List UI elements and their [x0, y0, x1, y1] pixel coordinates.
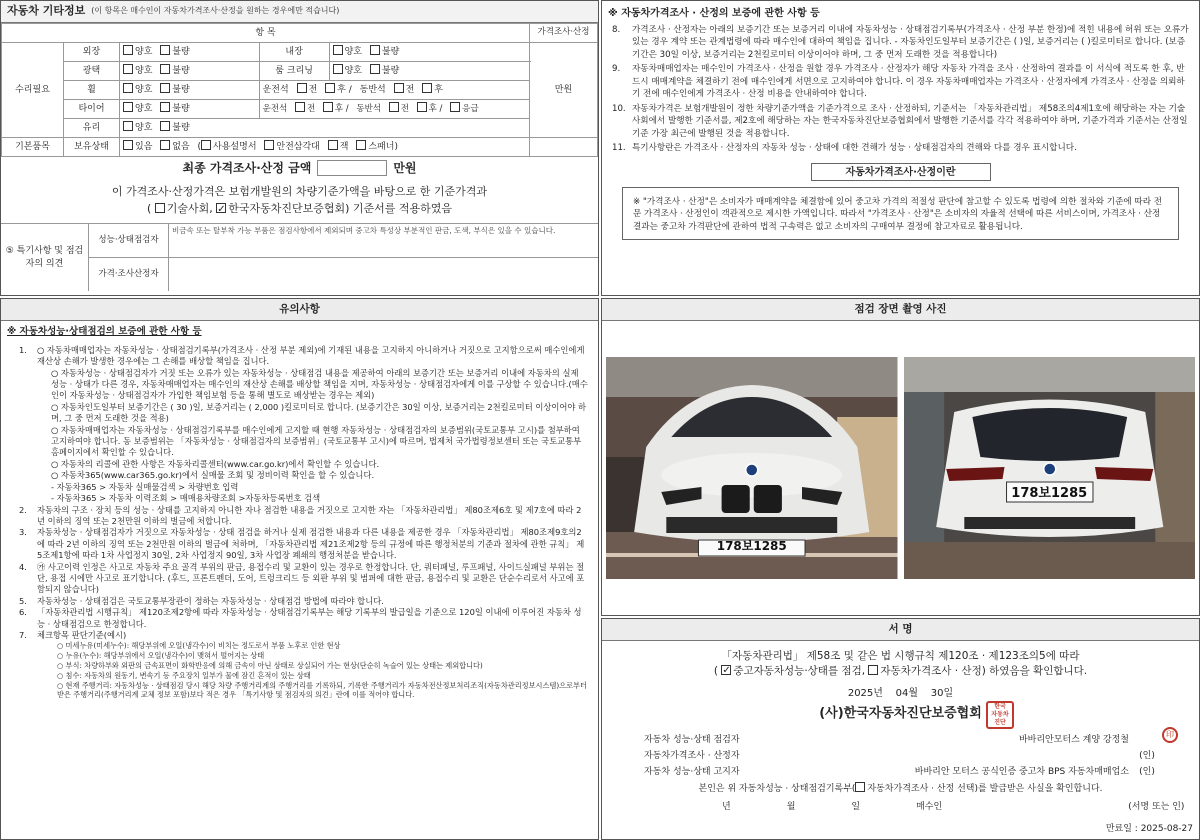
item-number: 1. [19, 344, 27, 355]
signature-row [644, 764, 1159, 780]
item-number: 6. [19, 607, 27, 618]
price-warranty-item [612, 24, 1191, 62]
interior-options: 양호 불량 [329, 43, 529, 62]
definition-title: 자동차가격조사·산정이란 [811, 163, 991, 181]
item-number: 2. [19, 504, 27, 515]
buyer-month-label: 월 [786, 802, 796, 813]
item-number: 9. [612, 64, 621, 74]
final-price-unit: 만원 [393, 160, 417, 175]
glass-good-checkbox[interactable] [123, 121, 133, 131]
buyer-label: 매수인 [916, 802, 943, 813]
kadia-checkbox[interactable] [216, 203, 226, 213]
possession-has-checkbox[interactable] [123, 140, 133, 150]
possession-none-checkbox[interactable] [160, 140, 170, 150]
seal-mark: (인) [1139, 766, 1155, 777]
exterior-options: 양호 불량 [120, 43, 260, 62]
wheel-passenger-front-checkbox[interactable] [394, 83, 404, 93]
room-clean-options: 양호 불량 [329, 62, 529, 81]
signature-organization: (사)한국자동차진단보증협회 [819, 705, 982, 721]
item-number [19, 402, 37, 425]
gloss-good-checkbox[interactable] [123, 64, 133, 74]
tire-passenger-rear-checkbox[interactable] [417, 102, 427, 112]
standard-line-1: 이 가격조사·산정가격은 보험개발원의 차량기준가액을 바탕으로 한 기준가격과 [111, 185, 488, 198]
row-gloss-label: 광택 [64, 62, 120, 81]
notice-item [19, 661, 588, 671]
item-number [19, 681, 37, 701]
jack-checkbox[interactable] [328, 140, 338, 150]
item-text: 자동차의 구조 · 장치 등의 성능 · 상태를 고지하지 아니한 자나 점검한 내용을 거짓으로 고지한 자는 「자동차관리법」 제80조제6호 및 제7호에 따라 2년 이하의 징역 또는 2천만원 이하의 벌금에 처합니다. [37, 504, 582, 526]
item-text: ○ 자동차매매업자는 자동차성능 · 상태점검기록부를 매수인에게 고지할 때 현행 자동차성능 · 상태점검자의 보증범위(국토교통부 고시)를 첨부하여 고지하여야 합니다. 동 보증범위는 「자동차성능 · 상태점검자의 보증범위」(국토교통부 고시)에 따르며, 법제처 국가법령정보센터 또는 국토교통부 홈페이지에서 확인할 수 있습니다. [51, 424, 582, 458]
wheel-good-checkbox[interactable] [123, 83, 133, 93]
notice-item [19, 470, 588, 481]
appraiser-opinion-text [169, 258, 598, 291]
gloss-bad-checkbox[interactable] [160, 64, 170, 74]
other-info-note: (이 항목은 매수인이 자동차가격조사·산정을 원하는 경우에만 적습니다) [91, 6, 340, 16]
item-text: 자동차성능 · 상태점검은 국토교통부장관이 정하는 자동차성능 · 상태점검 방법에 따라야 합니다. [37, 595, 384, 606]
final-price-label: 최종 가격조사·산정 금액 [182, 160, 312, 175]
notice-item [19, 607, 588, 630]
item-text: 자동차가격은 보험개발원이 정한 차량기준가액을 기준가격으로 조사 · 산정하되, 기준서는 「자동차관리법」 제58조의4제1호에 해당하는 자는 기술사회에서 발행한 기준서를, 제2호에 해당하는 자는 한국자동차진단보증협회에서 발행한 기준서를 각각 적용하여야 하며, 기준가격과 기준서는 산정일 기준 가장 최근에 발행된 것을 적용합니다. [632, 103, 1188, 139]
exterior-good-checkbox[interactable] [123, 45, 133, 55]
item-number [19, 368, 37, 402]
notice-item [19, 425, 588, 459]
tire-emergency-checkbox[interactable] [450, 102, 460, 112]
item-number [19, 482, 37, 493]
signature-row [644, 732, 1159, 748]
triangle-checkbox[interactable] [264, 140, 274, 150]
notice-item [19, 671, 588, 681]
expiration-date: 만료일 : 2025-08-27 [1105, 823, 1193, 834]
special-notes-label: ⑤ 특기사항 및 점검자의 의견 [1, 224, 89, 291]
signature-rows [602, 732, 1199, 780]
item-number [19, 459, 37, 470]
rear-car-photo [904, 357, 1196, 579]
wheel-bad-checkbox[interactable] [160, 83, 170, 93]
engineer-society-checkbox[interactable] [155, 203, 165, 213]
notice-item [19, 493, 588, 504]
item-text: ○ 미세누유(미세누수): 해당부위에 오일(냉각수)이 비치는 정도로서 부품 노후로 인한 현상 [57, 641, 341, 651]
other-info-table [1, 23, 598, 157]
notice-item [19, 402, 588, 425]
wheel-passenger-rear-checkbox[interactable] [422, 83, 432, 93]
wheel-driver-front-checkbox[interactable] [297, 83, 307, 93]
wheel-options: 양호 불량 [120, 81, 260, 100]
item-text: - 자동차365 > 자동차 실매물검색 > 차량번호 입력 [51, 481, 239, 492]
tire-passenger-front-checkbox[interactable] [389, 102, 399, 112]
notice-item [19, 681, 588, 701]
row-possession-label: 보유상태 [64, 138, 120, 157]
item-number: 4. [19, 561, 27, 572]
item-number: 8. [612, 24, 621, 35]
item-text: ○ 자동차인도일부터 보증기간은 ( 30 )일, 보증거리는 ( 2,000 )킬로미터로 합니다. (보증기간은 30일 이상, 보증거리는 2천킬로미터 이상이어야 하며, 그 중 먼저 도래한 것을 적용) [51, 401, 587, 424]
notice-item [19, 562, 588, 596]
photo-section [601, 298, 1200, 616]
price-unit-cell: 만원 [530, 43, 598, 138]
row-wheel-label: 휠 [64, 81, 120, 100]
notice-item [19, 482, 588, 493]
group-repair-label: 수리필요 [2, 43, 64, 138]
interior-good-checkbox[interactable] [333, 45, 343, 55]
item-number [19, 671, 37, 681]
notice-item [19, 630, 588, 641]
price-survey-select-checkbox[interactable] [855, 782, 865, 792]
signature-line-2: ( ✓중고자동차성능·상태를 점검, 자동차가격조사 · 산정) 하였음을 확인합니다. [602, 664, 1199, 679]
price-survey-checkbox[interactable] [868, 665, 878, 675]
item-number: 11. [612, 143, 626, 153]
room-clean-bad-checkbox[interactable] [370, 64, 380, 74]
item-number [19, 493, 37, 504]
item-text: 특기사항란은 가격조사 · 산정자의 자동차 성능 · 상태에 대한 견해가 성능 · 상태점검자의 견해와 다를 경우 표시합니다. [632, 143, 1077, 153]
price-warranty-item [612, 142, 1191, 155]
front-license-plate: 178보1285 [716, 538, 787, 553]
item-text: 「자동차관리법 시행규칙」 제120조제2항에 따라 자동차성능 · 상태점검기록부는 해당 기록부의 발급일을 기준으로 120일 이내에 이루어진 자동차 성능 · 상태점검으로 한정합니다. [37, 607, 582, 629]
other-info-section [0, 0, 599, 296]
buyer-signature-row [602, 801, 1199, 813]
row-exterior-label: 외장 [64, 43, 120, 62]
signature-line-1: 「자동차관리법」 제58조 및 같은 법 시행규칙 제120조 · 제123조의5에 따라 [721, 650, 1080, 662]
basic-price-cell [530, 138, 598, 157]
room-clean-good-checkbox[interactable] [333, 64, 343, 74]
issuance-confirmation: 본인은 위 자동차성능 · 상태점검기록부( 자동차가격조사 · 산정 선택)를 발급받은 사실을 확인합니다. [698, 784, 1103, 795]
notice-item [19, 345, 588, 368]
glass-options: 양호 불량 [120, 119, 530, 138]
item-number: 7. [19, 629, 27, 640]
tire-position-options: 운전석 전 후 / 동반석 전 후 / 응급 [259, 100, 529, 119]
notice-item [19, 596, 588, 607]
manual-checkbox[interactable] [201, 140, 211, 150]
definition-text: ※ "가격조사 · 산정"은 소비자가 매매계약을 체결함에 있어 중고차 가격의 적절성 판단에 참고할 수 있도록 법령에 의한 절차와 기준에 따라 전문 가격조사 · 산정인이 객관적으로 제시한 가액입니다. 따라서 "가격조사 · 산정"은 소비자의 자율적 선택에 따른 서비스이며, 가격조사 · 산정 결과는 중고차 가격판단에 관하여 법적 구속력은 없고 소비자의 구매여부 결정에 참고자료로 활용됩니다. [633, 196, 1163, 232]
price-warranty-list [602, 24, 1199, 155]
row-room-clean-label: 룸 크리닝 [259, 62, 329, 81]
signature-statement [602, 649, 1199, 679]
row-interior-label: 내장 [259, 43, 329, 62]
price-warranty-title: ※ 자동차가격조사 · 산정의 보증에 관한 사항 등 [608, 8, 820, 19]
notice-subtitle: ※ 자동차성능·상태점검의 보증에 관한 사항 등 [7, 326, 202, 337]
inspector-seal-stamp: 印 [1162, 727, 1178, 743]
tire-good-checkbox[interactable] [123, 102, 133, 112]
other-info-title: 자동차 기타정보 [7, 4, 86, 18]
final-price-input[interactable] [317, 160, 387, 176]
notice-item [19, 368, 588, 402]
seal-mark: (인) [1139, 750, 1155, 761]
final-price-row [1, 157, 598, 179]
item-text: ○ 부식: 차량하부와 외판의 금속표면이 화학반응에 의해 금속이 아닌 상태로 상실되어 가는 현상(단순히 녹슬어 있는 상태는 제외합니다) [57, 660, 483, 670]
possession-options: 있음 없음 ( 사용설명서 안전삼각대 잭 스패너) [120, 138, 530, 157]
glass-bad-checkbox[interactable] [160, 121, 170, 131]
organization-seal-stamp: 한국 자동차 진단 [986, 701, 1014, 729]
notice-item [19, 527, 588, 561]
item-number [19, 661, 37, 671]
signature-title: 서 명 [602, 619, 1199, 641]
item-text: ○ 자동차매매업자는 자동차성능 · 상태점검기록부(가격조사 · 산정 부분 제외)에 기재된 내용을 고지하지 아니하거나 거짓으로 고지함으로써 매수인에게 재산상 손해가 발생한 경우에는 그 손해를 배상할 책임을 집니다. [37, 344, 585, 367]
signature-date: 2025년 04월 30일 [847, 688, 954, 699]
appraiser-opinion-label: 가격·조사산정자 [89, 258, 169, 291]
notice-item [19, 651, 588, 661]
photo-section-title: 점검 장면 촬영 사진 [602, 299, 1199, 321]
signature-role: 자동차 성능·상태 점검자 [644, 734, 740, 745]
item-text: 체크항목 판단기준(예시) [37, 629, 127, 640]
tire-bad-checkbox[interactable] [160, 102, 170, 112]
buyer-day-label: 일 [851, 802, 861, 813]
row-glass-label: 유리 [64, 119, 120, 138]
inspector-opinion-label: 성능·상태점검자 [89, 224, 169, 257]
special-notes [1, 223, 598, 291]
buyer-year-label: 년 [722, 802, 731, 813]
definition-box [622, 187, 1179, 241]
item-text: 자동차성능 · 상태점검자가 거짓으로 자동차성능 · 상태 점검을 하거나 실제 점검한 내용과 다른 내용을 제공한 경우 「자동차관리법」 제80조제9호의2에 따라 2년 이하의 징역 또는 2천만원 이하의 벌금에 처하며, 「자동차관리법 제21조제2항 등의 규정에 따른 행정처분의 기준과 절차에 관한 규칙」 제5조제1항에 따라 1차 사업정지 30일, 2차 사업정지 90일, 3차 사업장 폐쇄의 행정처분을 받습니다. [37, 527, 585, 561]
col-price-header: 가격조사·산정 [530, 24, 598, 43]
front-car-photo [606, 357, 898, 579]
signature-role: 자동차 성능·상태 고지자 [644, 766, 740, 777]
item-number [19, 470, 37, 481]
col-item-header: 항 목 [2, 24, 530, 43]
item-text: ○ 누유(누수): 해당부위에서 오일(냉각수)이 맺혀서 떨어지는 상태 [57, 651, 265, 661]
signature-name: 바바리안 모터스 공식인증 중고차 BPS 자동차매매업소 [914, 766, 1129, 777]
price-warranty-item [612, 63, 1191, 101]
wheel-driver-rear-checkbox[interactable] [325, 83, 335, 93]
item-text: ㉮ 사고이력 인정은 사고로 자동차 주요 골격 부위의 판금, 용접수리 및 교환이 있는 경우로 한정합니다. 단, 쿼터패널, 루프패널, 사이드실패널 부위는 절단, 용접 시에만 사고로 표기합니다. (후드, 프론트펜더, 도어, 트렁크리드 등 외판 부위 및 범퍼에 대한 판금, 용접수리 및 교환은 단순수리로서 사고에 포함되지 않습니다) [37, 561, 585, 595]
tire-options: 양호 불량 [120, 100, 260, 119]
price-warranty-item [612, 103, 1191, 141]
item-text: - 자동차365 > 자동차 이력조회 > 매매용차량조회 >자동차등록번호 검색 [51, 493, 321, 504]
notice-item [19, 459, 588, 470]
item-text: 자동차매매업자는 매수인이 가격조사 · 산정을 원할 경우 가격조사 · 산정자가 해당 자동차 가격을 조사 · 산정하여 결과를 이 서식에 적도록 한 후, 반드시 매매계약을 체결하기 전에 매수인에게 서면으로 고지하여야 합니다. 이 경우 자동차매매업자는 가격조사 · 산정자에게 가격조사 · 산정을 의뢰하기 전에 매수인에게 가격조사 · 산정 비용을 안내하여야 합니다. [632, 64, 1185, 99]
item-text: ○ 자동차의 리콜에 관한 사항은 자동차리콜센터(www.car.go.kr)에서 확인할 수 있습니다. [51, 458, 380, 469]
item-text: ○ 침수: 자동차의 원동기, 변속기 등 주요장치 일부가 물에 잠긴 흔적이 있는 상태 [57, 670, 311, 680]
exterior-bad-checkbox[interactable] [160, 45, 170, 55]
other-info-header [1, 1, 598, 23]
performance-check-checkbox[interactable] [721, 665, 731, 675]
notice-title: 유의사항 [1, 299, 598, 321]
item-text: ○ 자동차성능 · 상태점검자가 거짓 또는 오류가 있는 자동차성능 · 상태점검 내용을 제공하여 아래의 보증기간 또는 보증거리 이내에 자동차의 실제 성능 · 상태가 다른 경우, 자동차매매업자는 매수인의 재산상 손해를 배상할 책임을 지며, 자동차성능 · 상태점검자에게 이를 구상할 수 있습니다.(매수인이 자동차성능 · 상태점검자가 가입한 책임보험 등을 통해 별도로 배상받는 경우는 제외) [51, 367, 588, 401]
interior-bad-checkbox[interactable] [370, 45, 380, 55]
item-number: 10. [612, 103, 626, 114]
item-number [19, 651, 37, 661]
group-basic-label: 기본품목 [2, 138, 64, 157]
signature-section [601, 618, 1200, 840]
signature-role: 자동차가격조사 · 산정자 [644, 750, 740, 761]
item-number [19, 425, 37, 459]
price-warranty-section [601, 0, 1200, 296]
item-text: 가격조사 · 산정자는 아래의 보증기간 또는 보증거리 이내에 자동차성능 · 상태점검기록부(가격조사 · 산정 부분 한정)에 적힌 내용에 허위 또는 오류가 있는 경우 계약 또는 관계법령에 따라 매수인에 대하여 책임을 집니다. - 자동차인도일부터 보증기간은 ( )일, 보증거리는 ( )킬로미터로 합니다. (보증기간은 30일 이상, 보증거리는 2천킬로미터 이상이어야 하며, 그 중 먼저 도래한 것을 적용합니다) [632, 24, 1189, 60]
item-number: 5. [19, 595, 27, 606]
tire-driver-rear-checkbox[interactable] [323, 102, 333, 112]
wheel-position-options: 운전석 전 후 / 동반석 전 후 [259, 81, 529, 100]
spanner-checkbox[interactable] [356, 140, 366, 150]
buyer-sign-placeholder: (서명 또는 인) [1128, 802, 1185, 813]
rear-license-plate: 178보1285 [1011, 486, 1088, 502]
notice-item [19, 641, 588, 651]
signature-row [644, 748, 1159, 764]
row-tire-label: 타이어 [64, 100, 120, 119]
item-text: ○ 자동차365(www.car365.go.kr)에서 실매물 조회 및 정비이력 확인을 할 수 있습니다. [51, 470, 375, 481]
standard-statement [1, 183, 598, 217]
notice-item [19, 505, 588, 528]
inspector-opinion-text: 비금속 또는 탈부착 가능 부품은 점검사항에서 제외되며 중고차 특성상 부분적인 판금, 도색, 부식은 있을 수 있습니다. [172, 226, 556, 235]
tire-driver-front-checkbox[interactable] [295, 102, 305, 112]
item-text: ○ 현재 주행거리: 자동차성능 · 상태점검 당시 해당 차량 주행거리계의 주행거리를 기록하되, 기록한 주행거리가 자동차전산정보처리조직(자동차관리정보시스템)으로부터 받은 주행거리(주행거리계 교체 정보 포함)보다 적은 경우 「특기사항 및 점검자의 의견」란에 이를 적어야 합니다. [57, 680, 587, 700]
signature-name: 바바리안모터스 계양 강정철 [1018, 734, 1129, 745]
standard-line-2: ( 기술사회, ✓한국자동차진단보증협회) 기준서를 적용하였음 [1, 200, 598, 217]
gloss-options: 양호 불량 [120, 62, 260, 81]
item-number: 3. [19, 527, 27, 538]
notice-list [1, 345, 598, 700]
item-number [19, 641, 37, 651]
notice-section [0, 298, 599, 840]
